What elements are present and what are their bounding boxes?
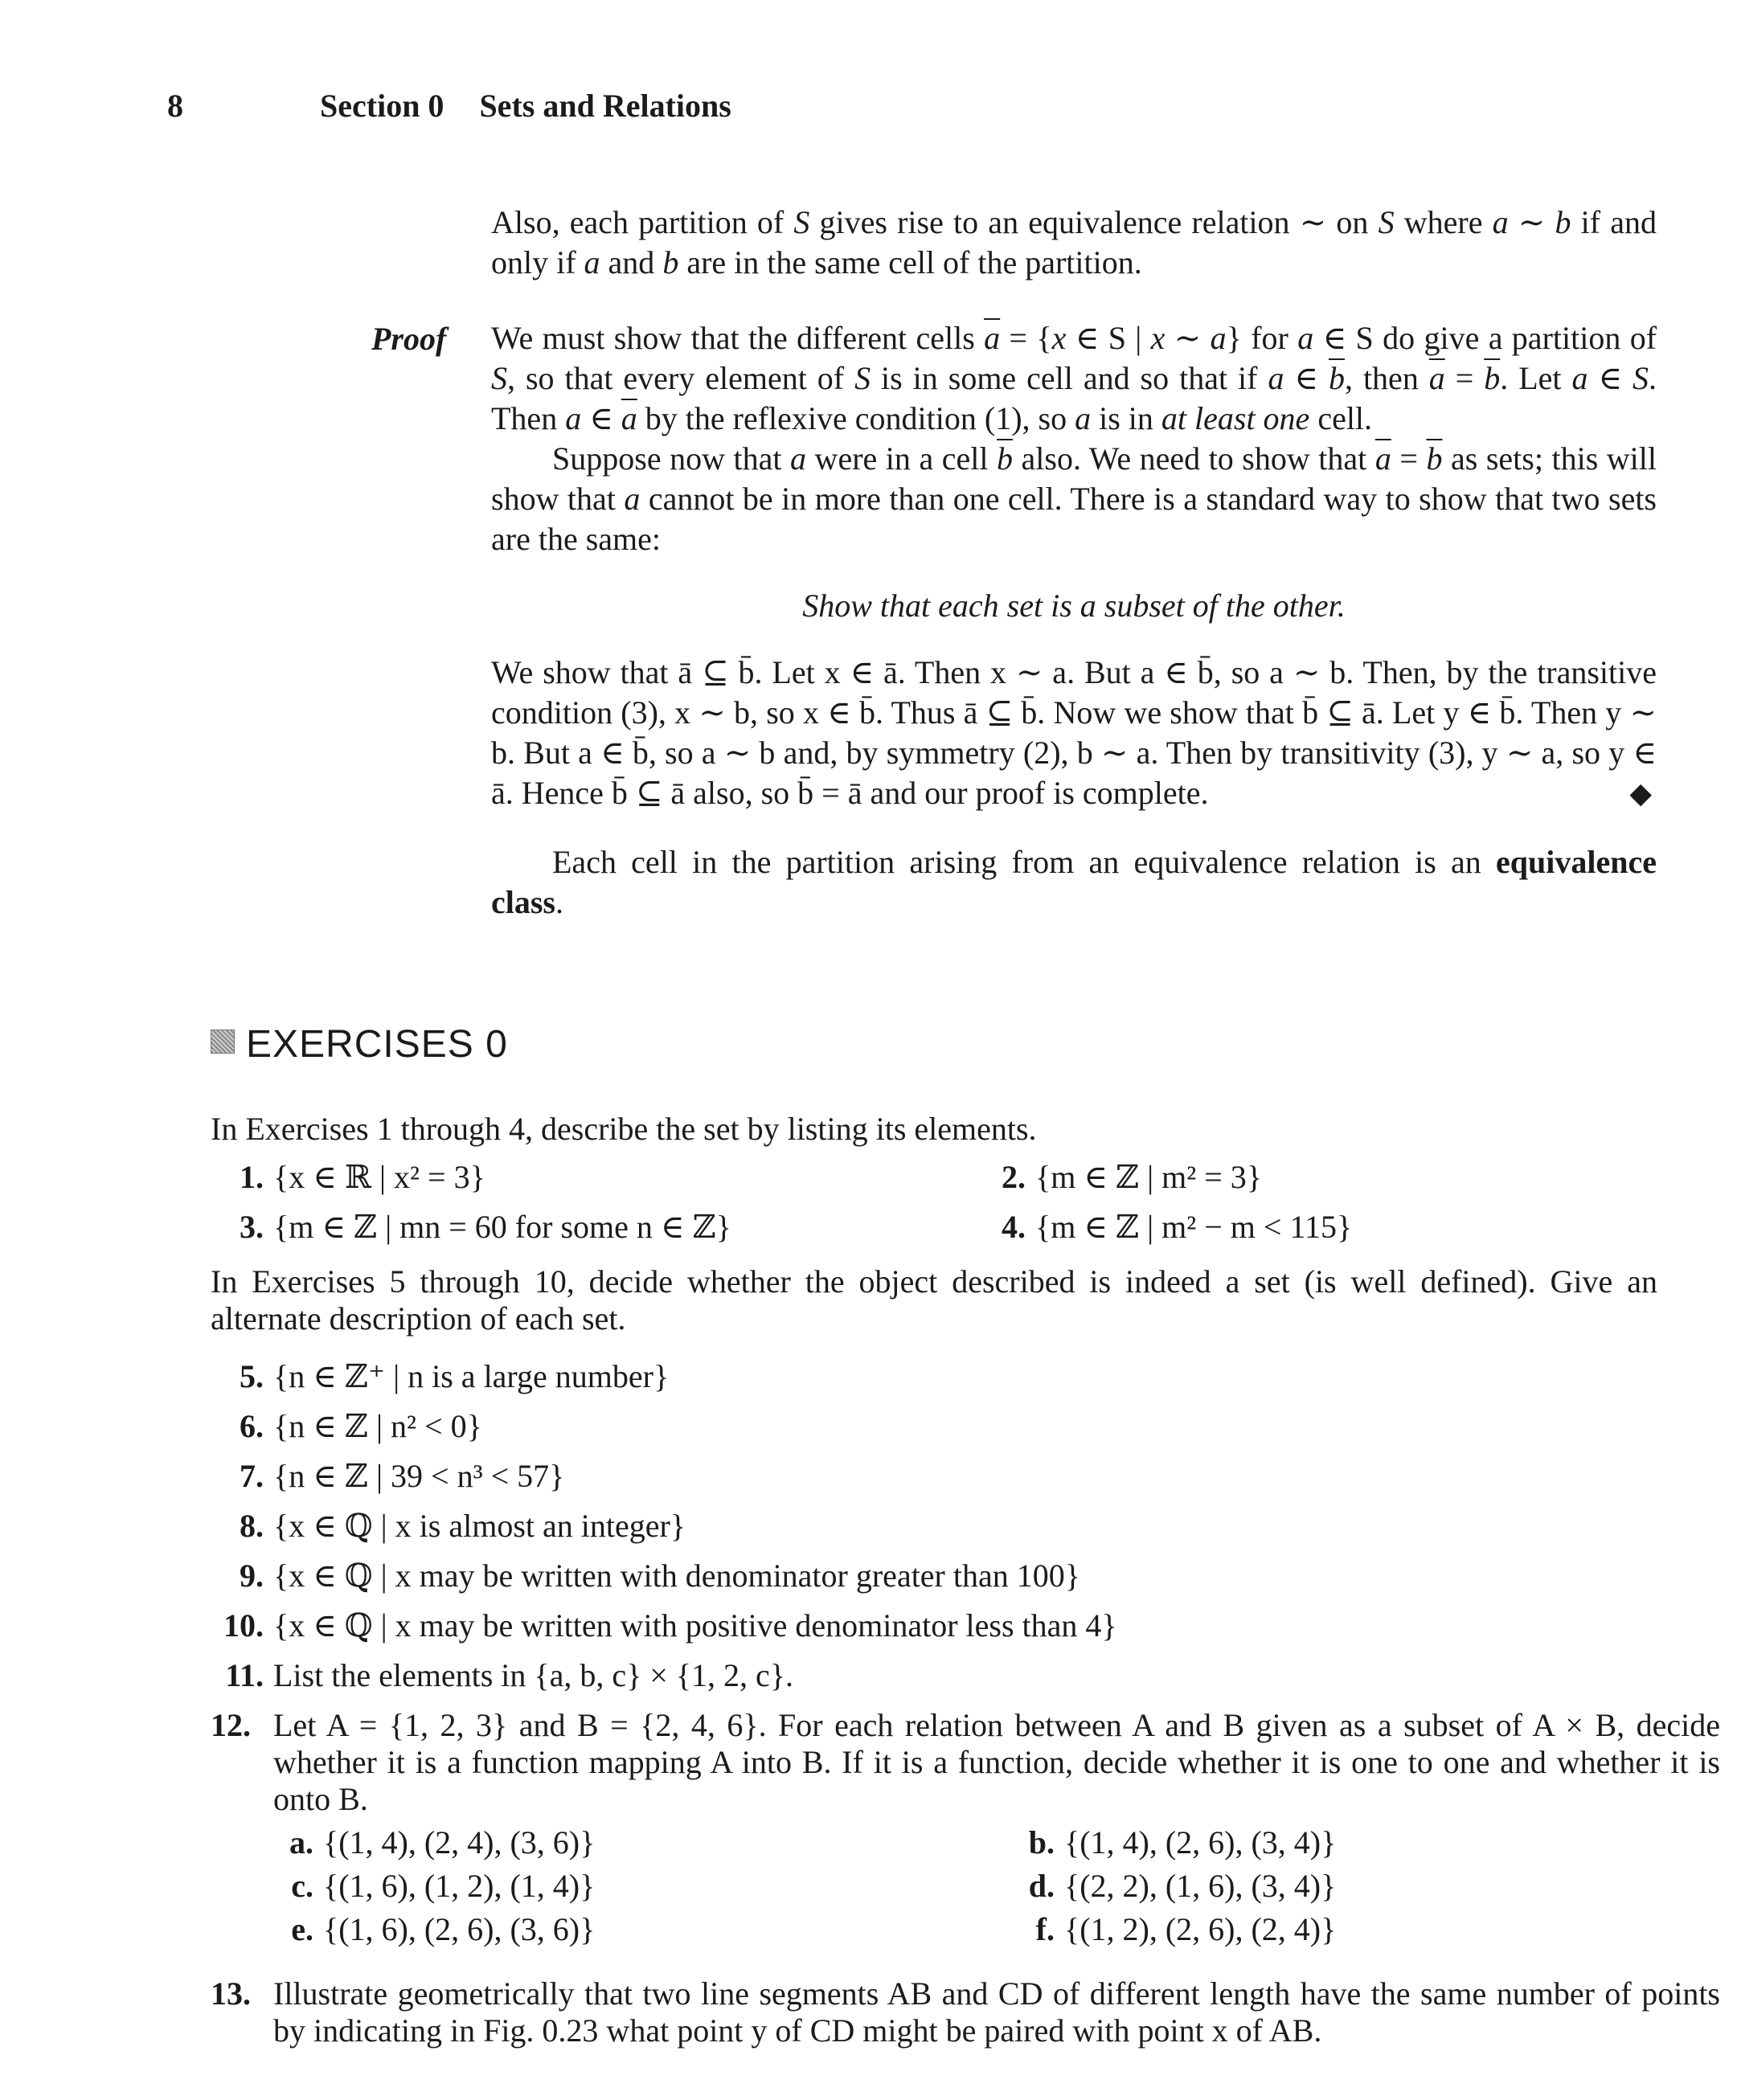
proof-paragraph-1: We must show that the different cells $\overline{a} = \{x$ ∈ S | x ∼ a} for a ∈ S do give a partition of S, so that every element of S is in some cell and so that if a ∈ $\overline{b}$, then $\overline{a} = \overline{b}$. Let a ∈ S. Then a ∈ $\overline{a}$ by the reflexive condition (1), so a is in at least one cell. bbox=[491, 320, 1657, 436]
exercise-12c: c. {(1, 6), (1, 2), (1, 4)} bbox=[291, 1868, 596, 1904]
instruction-1: In Exercises 1 through 4, describe the set by listing its elements. bbox=[211, 1111, 1037, 1147]
exercise-12b: b. {(1, 4), (2, 6), (3, 4)} bbox=[1028, 1824, 1337, 1861]
exercise-row-3-4 bbox=[211, 1207, 1657, 1247]
exercise-13: 13. Illustrate geometrically that two line segments AB and CD of different length have the same number of points by indicating in Fig. 0.23 what point y of CD might be paired with point x of AB. bbox=[211, 1975, 1720, 2049]
exercise-12a: a. {(1, 4), (2, 4), (3, 6)} bbox=[289, 1824, 596, 1861]
section-square-icon bbox=[211, 1030, 235, 1054]
exercise-12-row-cd bbox=[267, 1866, 1714, 1906]
exercise-12-row-ef bbox=[267, 1910, 1714, 1950]
exercise-3: 3. {m ∈ ℤ | mn = 60 for some n ∈ ℤ} bbox=[240, 1209, 731, 1245]
exercise-8: 8. {x ∈ ℚ | x is almost an integer} bbox=[240, 1508, 686, 1544]
exercise-9: 9. {x ∈ ℚ | x may be written with denominator greater than 100} bbox=[240, 1558, 1080, 1594]
page-number: 8 bbox=[167, 88, 183, 124]
exercise-1: 1. {x ∈ ℝ | x² = 3} bbox=[240, 1159, 485, 1195]
proof-body bbox=[491, 318, 1657, 559]
exercise-12: 12. Let A = {1, 2, 3} and B = {2, 4, 6}. For each relation between A and B given as a subset of A × B, decide whether it is a function mapping A into B. If it is a function, decide whether it is one to one and whether it is onto B. bbox=[211, 1707, 1720, 1817]
exercise-10: 10. {x ∈ ℚ | x may be written with positive denominator less than 4} bbox=[223, 1607, 1117, 1644]
running-head bbox=[320, 87, 767, 125]
exercise-7: 7. {n ∈ ℤ | 39 < n³ < 57} bbox=[240, 1458, 565, 1494]
exercise-6: 6. {n ∈ ℤ | n² < 0} bbox=[240, 1408, 482, 1444]
theorem-continuation: Also, each partition of S gives rise to an equivalence relation ∼ on S where a ∼ b if and only if a and b are in the same cell of the partition. bbox=[491, 204, 1657, 280]
qed-diamond-icon: ◆ bbox=[1629, 777, 1652, 809]
exercise-11: 11. List the elements in {a, b, c} × {1, 2, c}. bbox=[225, 1657, 793, 1693]
definition-equivalence-class: Each cell in the partition arising from an equivalence relation is an equivalence class. bbox=[491, 844, 1657, 920]
exercise-5: 5. {n ∈ ℤ⁺ | n is a large number} bbox=[240, 1358, 670, 1394]
exercise-12f: f. {(1, 2), (2, 6), (2, 4)} bbox=[1035, 1911, 1337, 1947]
exercises-heading: EXERCISES 0 bbox=[211, 1022, 508, 1066]
proof-label: Proof bbox=[371, 321, 447, 357]
exercise-4: 4. {m ∈ ℤ | m² − m < 115} bbox=[1002, 1209, 1353, 1245]
exercise-12d: d. {(2, 2), (1, 6), (3, 4)} bbox=[1028, 1868, 1337, 1904]
instruction-2: In Exercises 5 through 10, decide whether the object described is indeed a set (is well defined). Give an alternate description of each set. bbox=[211, 1263, 1657, 1337]
exercise-12e: e. {(1, 6), (2, 6), (3, 6)} bbox=[291, 1911, 596, 1947]
exercise-row-1-2 bbox=[211, 1157, 1657, 1197]
section-title: Sets and Relations bbox=[479, 88, 731, 124]
exercise-12-row-ab bbox=[267, 1823, 1714, 1863]
proof-paragraph-2: Suppose now that a were in a cell $\overline{b}$ also. We need to show that $\overline{a} = \overline{b}$ as sets; this will show that a cannot be in more than one cell. There is a standard way to show that two sets are the same: bbox=[491, 440, 1657, 557]
proof-paragraph-3: We show that ā ⊆ b̄. Let x ∈ ā. Then x ∼ a. But a ∈ b̄, so a ∼ b. Then, by the transitive condition (3), x ∼ b, so x ∈ b̄. Thus ā ⊆ b̄. Now we show that b̄ ⊆ ā. Let y ∈ b̄. Then y ∼ b. But a ∈ b̄, so a ∼ b and, by symmetry (2), b ∼ a. Then by transitivity (3), y ∼ a, so y ∈ ā. Hence b̄ ⊆ ā also, so b̄ = ā and our proof is complete. bbox=[491, 654, 1657, 811]
exercise-2: 2. {m ∈ ℤ | m² = 3} bbox=[1002, 1159, 1262, 1195]
section-label: Section 0 bbox=[320, 88, 444, 124]
proof-displayed-statement: Show that each set is a subset of the other. bbox=[802, 587, 1346, 624]
